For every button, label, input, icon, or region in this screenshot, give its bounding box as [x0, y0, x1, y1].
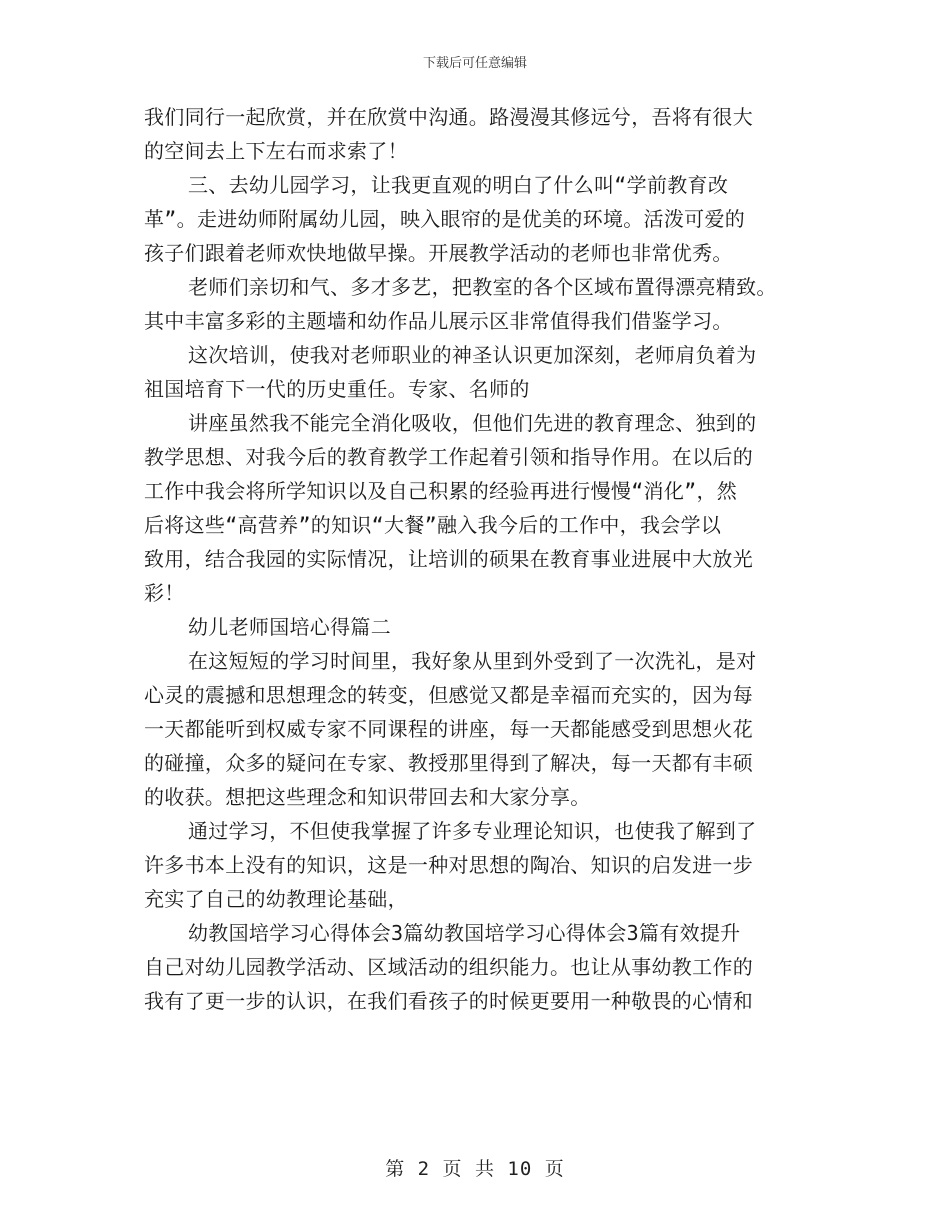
text-line: 我们同行一起欣赏，并在欣赏中沟通。路漫漫其修远兮，吾将有很大	[144, 105, 753, 129]
text-line: 革”。走进幼师附属幼儿园，映入眼帘的是优美的环境。活泼可爱的	[144, 207, 746, 231]
page-header: 下载后可任意编辑	[422, 56, 527, 71]
text-line: 这次培训，使我对老师职业的神圣认识更加深刻，老师肩负着为	[188, 343, 757, 367]
text-line: 老师们亲切和气、多才多艺，把教室的各个区域布置得漂亮精致。	[188, 275, 777, 299]
text-line: 幼儿老师国培心得篇二	[188, 615, 391, 639]
text-line: 祖国培育下一代的历史重任。专家、名师的	[144, 377, 530, 401]
text-line: 的碰撞，众多的疑问在专家、教授那里得到了解决，每一天都有丰硕	[144, 751, 753, 775]
text-line: 的收获。想把这些理念和知识带回去和大家分享。	[144, 785, 591, 809]
text-line: 孩子们跟着老师欢快地做早操。开展教学活动的老师也非常优秀。	[144, 241, 733, 265]
text-line: 自己对幼儿园教学活动、区域活动的组织能力。也让从事幼教工作的	[144, 955, 753, 979]
text-line: 其中丰富多彩的主题墙和幼作品儿展示区非常值得我们借鉴学习。	[144, 309, 733, 333]
text-line: 心灵的震撼和思想理念的转变，但感觉又都是幸福而充实的，因为每	[144, 683, 753, 707]
text-line: 致用，结合我园的实际情况，让培训的硕果在教育事业进展中大放光	[144, 547, 753, 571]
text-line: 彩！	[144, 581, 185, 605]
text-line: 讲座虽然我不能完全消化吸收，但他们先进的教育理念、独到的	[188, 411, 757, 435]
text-line: 一天都能听到权威专家不同课程的讲座，每一天都能感受到思想火花	[144, 717, 753, 741]
page-number: 第 2 页 共 10 页	[385, 1158, 565, 1180]
text-line: 幼教国培学习心得体会3篇幼教国培学习心得体会3篇有效提升	[188, 921, 741, 945]
text-line: 后将这些“高营养”的知识“大餐”融入我今后的工作中，我会学以	[144, 513, 722, 537]
text-line: 工作中我会将所学知识以及自己积累的经验再进行慢慢“消化”，然	[144, 479, 738, 503]
text-line: 在这短短的学习时间里，我好象从里到外受到了一次洗礼，是对	[188, 649, 757, 673]
text-line: 通过学习，不但使我掌握了许多专业理论知识，也使我了解到了	[188, 819, 757, 843]
text-line: 充实了自己的幼教理论基础，	[144, 887, 408, 911]
document-body	[144, 100, 834, 1018]
text-line: 许多书本上没有的知识，这是一种对思想的陶冶、知识的启发进一步	[144, 853, 753, 877]
text-line: 的空间去上下左右而求索了！	[144, 139, 408, 163]
text-line: 三、去幼儿园学习，让我更直观的明白了什么叫“学前教育改	[188, 173, 729, 197]
text-line: 我有了更一步的认识，在我们看孩子的时候更要用一种敬畏的心情和	[144, 989, 753, 1013]
text-line: 教学思想、对我今后的教育教学工作起着引领和指导作用。在以后的	[144, 445, 753, 469]
